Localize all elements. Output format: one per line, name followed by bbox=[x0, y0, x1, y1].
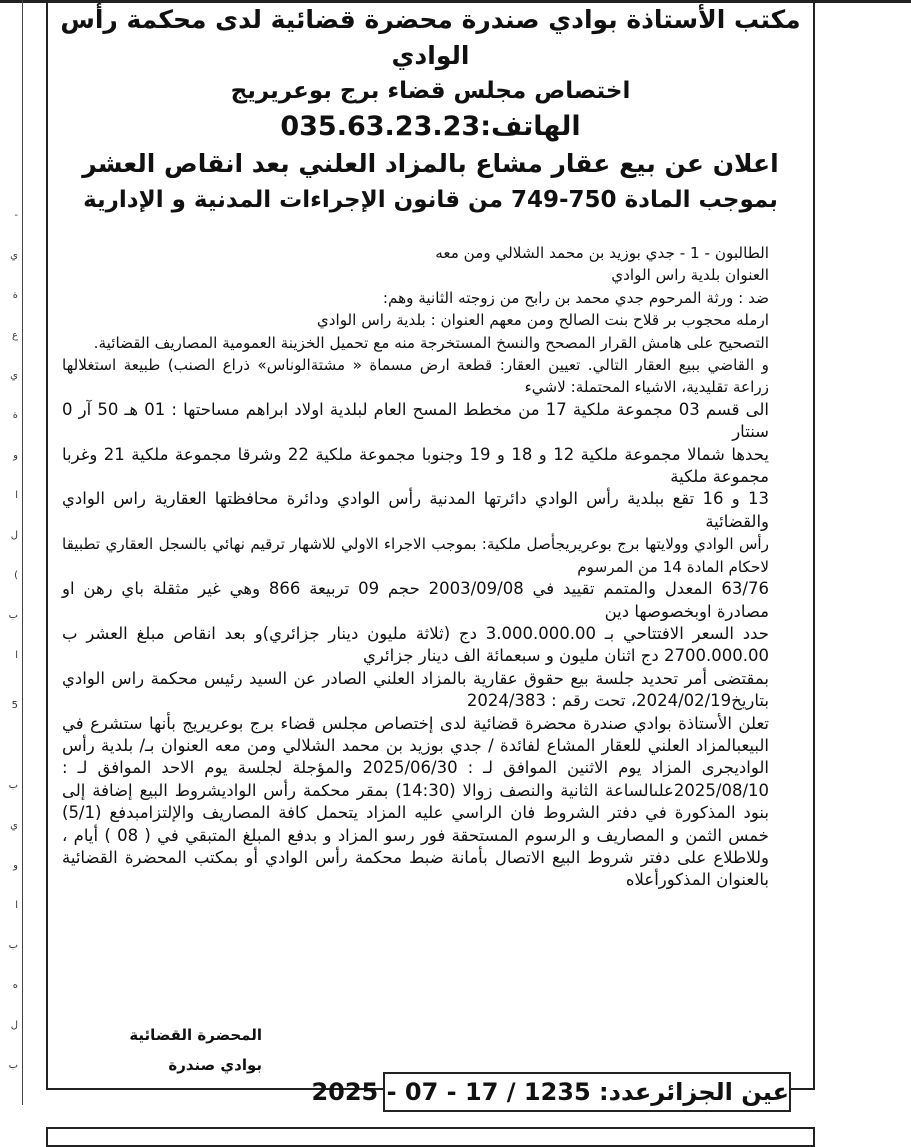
body-line: التصحيح على هامش القرار المصحح والنسخ المستخرجة منه مع تحميل الخزينة العمومية المصاريف القضائية. bbox=[93, 333, 769, 352]
signature-name: بوادي صندرة bbox=[168, 1056, 262, 1074]
notice-body bbox=[48, 242, 813, 892]
column-fragment: ب bbox=[8, 940, 18, 951]
body-line: و القاضي ببيع العقار التالي. تعيين العقار: قطعة ارض مسماة « مشتةالوناس» ذراع الصنب) طبيعة استغلالها زراعة تقليدية، الاشياء المحتملة: لاشيء bbox=[62, 356, 769, 397]
body-line: يحدها شمالا مجموعة ملكية 12 و 18 و 19 وجنوبا مجموعة ملكية 22 وشرقا مجموعة ملكية 21 وغربا مجموعة ملكية bbox=[62, 444, 769, 487]
body-line: 13 و 16 تقع ببلدية رأس الوادي دائرتها المدنية رأس الوادي ودائرة محافظتها العقارية راس الوادي والقضائية bbox=[62, 489, 769, 531]
column-fragment: ة bbox=[12, 290, 18, 301]
column-fragment: ي bbox=[10, 370, 18, 381]
legal-basis: بموجب المادة 750-749 من قانون الإجراءات المدنية و الإدارية bbox=[83, 187, 778, 213]
body-line: العنوان بلدية راس الوادي bbox=[611, 266, 769, 285]
auction-notice bbox=[46, 0, 815, 1090]
column-fragment: ( bbox=[14, 570, 18, 581]
column-fragment: ع bbox=[12, 330, 18, 341]
publication-stamp: عين الجزائرعدد: 1235 / 17 - 07 - 2025 bbox=[383, 1072, 791, 1112]
column-fragment: ي bbox=[10, 820, 18, 831]
column-fragment: ه bbox=[12, 980, 18, 991]
column-fragment: ب bbox=[8, 610, 18, 621]
column-fragment: - bbox=[14, 210, 18, 221]
next-notice-box bbox=[46, 1127, 815, 1147]
body-line: حدد السعر الافتتاحي بـ 3.000.000.00 دج (ثلاثة مليون دينار جزائري)و بعد انقاص مبلغ العشر ب 2700.000.00 دج اثنان مليون و سبعمائة الف دينار جزائري bbox=[62, 623, 769, 666]
column-fragment: ب bbox=[8, 1060, 18, 1071]
phone-line: الهاتف:035.63.23.23 bbox=[280, 111, 581, 142]
column-fragment: و bbox=[13, 860, 18, 871]
body-line: ضد : ورثة المرحوم جدي محمد بن رابح من زوجته الثانية وهم: bbox=[382, 288, 769, 307]
office-line: مكتب الأستاذة بوادي صندرة محضرة قضائية لدى محكمة رأس الوادي bbox=[60, 5, 801, 70]
jurisdiction-line: اختصاص مجلس قضاء برج بوعريريج bbox=[230, 78, 631, 104]
adjacent-column-fragment bbox=[0, 0, 23, 1105]
column-fragment: ة bbox=[12, 410, 18, 421]
body-line: تعلن الأستاذة بوادي صندرة محضرة قضائية لدى إختصاص مجلس قضاء برج بوعريريج بأنها ستشرع في البيعبالمزاد العلني للعقار المشاع لفائدة / جدي بوزيد بن محمد الشلالي ومن معه العنوان بـ/ بلدية رأس الواديجرى المزاد يوم الاثنين الموافق لـ : 2025/06/30 والمؤجلة لجلسة يوم الاحد الموافق لـ : 2025/08/10علىالساعة الثانية والنصف زوالا (14:30) بمقر محكمة رأس الواديشروط البيع إضافة إلى بنود المذكورة في دفتر الشروط فان الراسي عليه المزاد يتحمل كافة المصاريف والإلتزامبدفع (5/1) خمس الثمن و المصاريف و الرسوم المستحقة فور رسو المزاد و بدفع المبلغ المتبقي في ( 08 ) أيام ، وللاطلاع على دفتر شروط البيع الاتصال بأمانة ضبط محكمة رأس الوادي أو بمكتب المحضرة القضائية بالعنوان المذكورأعلاه bbox=[62, 713, 770, 890]
column-fragment: 5 bbox=[11, 700, 18, 711]
column-fragment: ل bbox=[10, 1020, 18, 1031]
column-fragment: ب bbox=[8, 780, 18, 791]
body-line: ارمله محجوب بر قلاح بنت الصالح ومن معهم العنوان : بلدية راس الوادي bbox=[316, 311, 769, 330]
body-line: الى قسم 03 مجموعة ملكية 17 من مخطط المسح العام لبلدية اولاد ابراهم مساحتها : 01 هـ 50 آر 0 سنتار bbox=[62, 399, 770, 442]
column-fragment: ل bbox=[10, 530, 18, 541]
column-fragment: ا bbox=[15, 490, 18, 501]
notice-header bbox=[48, 2, 813, 218]
body-line: الطالبون - 1 - جدي بوزيد بن محمد الشلالي ومن معه bbox=[435, 244, 769, 262]
column-fragment: و bbox=[13, 450, 18, 461]
signature-title: المحضرة القضائية bbox=[129, 1026, 262, 1044]
body-line: 63/76 المعدل والمتمم تقييد في 2003/09/08 حجم 09 تربيعة 866 وهي غير مثقلة باي رهن او مصادرة اوبخصوصها دين bbox=[62, 579, 769, 621]
signature-block bbox=[62, 1020, 262, 1080]
column-fragment: ا bbox=[15, 650, 18, 661]
column-fragment: ا bbox=[15, 900, 18, 911]
body-line: بمقتضى أمر تحديد جلسة بيع حقوق عقارية بالمزاد العلني الصادر عن السيد رئيس محكمة راس الوادي بتاريخ2024/02/19، تحت رقم : 2024/383 bbox=[62, 668, 769, 711]
announcement-title: اعلان عن بيع عقار مشاع بالمزاد العلني بعد انقاص العشر bbox=[82, 149, 779, 178]
column-fragment: ي bbox=[10, 250, 18, 261]
body-line: رأس الوادي وولايتها برج بوعريريجأصل ملكية: بموجب الاجراء الاولي للاشهار ترقيم نهائي بالسجل العقاري تطبيقا لاحكام المادة 14 من المرسوم bbox=[62, 535, 769, 576]
